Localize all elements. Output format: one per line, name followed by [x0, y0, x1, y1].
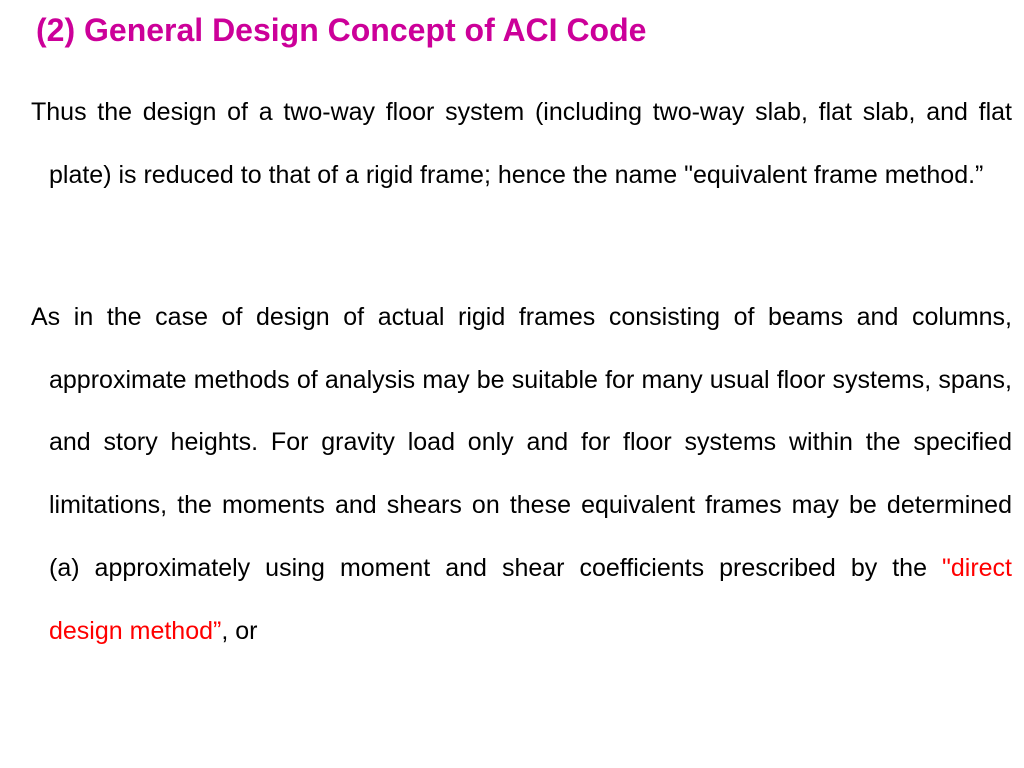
paragraph-equivalent-frame: Thus the design of a two-way floor system (including two-way slab, flat slab, and flat plate) is reduced to that of a rigid frame; hence the name "equivalent frame method.” — [31, 98, 1012, 189]
direct-design-method-highlight: "direct design method” — [49, 553, 1012, 645]
paragraph-text-before: As in the case of design of actual rigid frames consisting of beams and columns, approximate methods of analysis may be suitable for many usual floor systems, spans, and story heights. For gravity load only and for floor systems within the specified limitations, the moments and shears on these equivalent frames may be determined (a) approximately using moment and shear coefficients prescribed by the — [31, 303, 1012, 582]
slide-title: (2) General Design Concept of ACI Code — [36, 12, 647, 48]
paragraph-text-after: , or — [221, 616, 258, 645]
paragraph-approximate-methods — [31, 286, 1012, 662]
